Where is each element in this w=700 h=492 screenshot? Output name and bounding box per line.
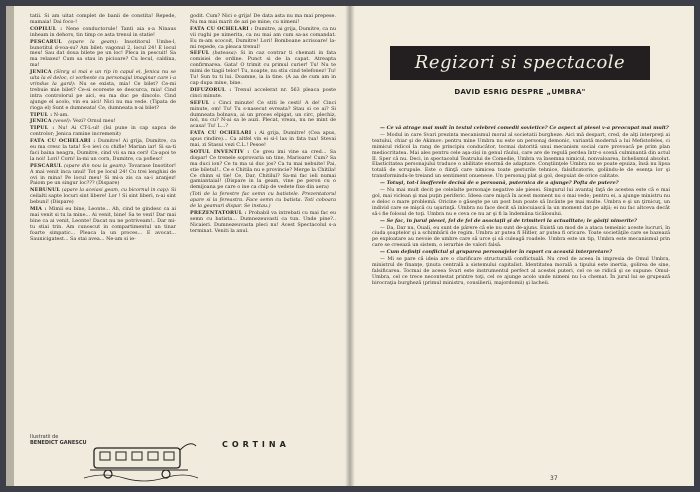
- dialogue-text: Insotitorul Umbe-l, bunotitul d-voa-su? Am bilet: vagonul 2, locul 24! E locul meu! Sau dat doua bilete pe un loc! Pleca in pescuit! Sa ma relaxez! Cum sa stau in picioare? Cu lecul, caldina, ma!: [30, 38, 176, 69]
- speaker-name: TIPUL :: [30, 111, 53, 118]
- stage-direction: (spare din nou la geam):: [64, 162, 127, 169]
- page-edge-strip: [6, 6, 14, 486]
- interview-question: — Totuşi, tot-l înofferele decisă de o persoană, puternica de a ajunge? Pofta de putere?: [380, 180, 619, 187]
- dialogue-text: godit. Cum? Nici o grija! De data asta nu ma mai prepese. Nu ma mai marit de azi pe mine; cu nimeni!: [190, 13, 336, 25]
- speaker-name: TIPUL :: [30, 125, 55, 132]
- stage-direction: (vesel):: [53, 118, 72, 125]
- section-footer-cortina: CORTINA: [222, 440, 290, 449]
- dialogue-text: Nu se exista, mia! Ce bilet? Ce-mi trebuie mie bilet? Ce-si ecoreste se descurca, mia! Cind intra controlorul pe aici, eu ma duc pe dincolo. Cind ajunge el acolo, vin eu aici! Nici nu ma vede. (Tipata de rioga el) Sunt e dumneata! Ce, dumneata n-ai bilet?: [30, 80, 176, 111]
- speaker-name: FATA CU OCHELARI :: [30, 138, 96, 145]
- speaker-name: COPILUL :: [30, 25, 63, 32]
- article-body: [372, 126, 670, 288]
- text-paragraph: [30, 126, 176, 138]
- text-paragraph: [30, 188, 176, 206]
- text-paragraph: [30, 14, 176, 26]
- dialogue-text: Dumitre! Ai grija, Dumitre, ca eu ma cresc la tata! S-o ievi cu chifle! Marian iar! Si sa-ti faci baina neagra, Dumitre, cind vii sa ma ceri! Ca-apoi te la noi! Lori! Corn! la-mi un corn, Dumitre, ca pofiesc!: [30, 138, 176, 162]
- text-paragraph: [190, 51, 336, 86]
- dialogue-text: Si ceilalti sapte locuri sint libere! Lor ! Si sint liberi, n-ai sint bebuni! (Dispare): [30, 187, 176, 206]
- text-paragraph: [30, 70, 176, 111]
- dialogue-text: Ai grija, Dumitre! (Cea apus, apus rindire)... Ca altfel vin ei si-l las in fata tua! Stevai mai, zi Stasui vezi C.L.! Pesoe!: [190, 130, 336, 149]
- speaker-name: SOTUL INVENTIV :: [190, 148, 250, 155]
- page-number: 37: [550, 475, 558, 482]
- text-paragraph: [190, 150, 336, 191]
- text-paragraph: [30, 207, 176, 242]
- stage-direction: (Toti de la ferestre fac semn cu batistele. Prezentatorul apare si la fereastra. Face semn cu batista. Toti coboara de la geamuri dispar. Se instau.): [190, 191, 336, 210]
- dialogue-text: Cinci minute! Ce stiti le cesti! A de! Cinci minute, om! Tu! Tu s-nasecut evreata? Stau si ce ai? Si dumneata bolnava, ai un proces elpigat, un circ, plechiz, nol, nu cu? N-ai sa le auzi. Plecat, vreau, nu ne mint de acasa! Tu! L...?: [190, 99, 337, 130]
- speaker-name: FATA CU OCHELARI :: [190, 130, 257, 137]
- speaker-name: FATA CU OCHELARI :: [190, 25, 253, 32]
- text-paragraph: [190, 211, 336, 235]
- right-page: [350, 6, 694, 486]
- speaker-name: SEFUL: [190, 50, 210, 57]
- text-paragraph: [190, 88, 336, 100]
- illustration-credit: [30, 434, 87, 446]
- interview-question: — Cum definiţi conflictul şi gruparea personajelor în raport cu această interpretare?: [380, 249, 613, 256]
- stage-direction: (bateasa):: [212, 50, 238, 57]
- text-paragraph: [190, 27, 336, 51]
- dialogue-text: Ce greu imi vine sa cred... Sa dispar! Ce trenele soprovaria un tine, Marioare! Cum? Sa ma duci ion? Ce tu ma ui duc jos? Ca tu mai nebuite! Pai, stie biletul!.. Ce e Chitila nu e provincie? Merge la Chitila! Ce chinn si tie! Ce, Dar, Chitilul? Sa-mi fac ieli numai gamiantaial! (Dispare in la geam, vine pe peron cu o demijoana pe care o ine ca chip de vedete fixe din aera): [190, 148, 336, 191]
- text-paragraph: [30, 164, 176, 188]
- text-paragraph: [30, 40, 176, 70]
- dialogue-text: Probabil va intrebati cu mai fac eu semn cu batista... Dumnezeuvasti ca tun. Unde pine?.. Nicaieri. Dumnezeuvasta pleci nu! Acest Spectacolul s-a terminat. Veniti la anul.: [190, 210, 337, 234]
- interview-answer: — Mi se pare că ideia are o clarificare structurală conflictuală. Nu cred de aceea în impresia de Omul Umbra, ministrul de finanţe, ţinuta centrală a sistemului capitalist. Identitatea morală a tipului este inertia, golirea de sine, falsificarea. Tocmai de aceea Svari este instrumentul perfect al acestei puteri, cel ce se ridică şi se supune: Omul-Umbra, cel ce trece necontestat printre toţi, cel ce ajunge acolo unde nimeni nu l-a chemat. În jurul lui se grupează birocraţia burgheză (primul ministru, consilierii, majordomii) şi lacheii.: [372, 256, 670, 286]
- text-paragraph: [30, 139, 176, 163]
- dialogue-text: Trenul accelerat nr. 563 pleaca poste cinci minute.: [190, 86, 337, 99]
- dialogue-text: Vezi? Ornul meu!: [72, 118, 116, 125]
- speaker-name: PESCARUL: [30, 162, 62, 169]
- interview-question: — Se fac, in jurul piesei, fel de fel de asociaţii şi de trimiteri la actualitate; le găsiţi nimerite?: [380, 217, 637, 224]
- dialogue-text: Nu! Ai CT-L-ul! (Isi pune in cap sapca de controlor; Jenica ramine incremenit): [30, 125, 176, 138]
- dialogue-text: Dumitre, ai grija, Dumitre, ca nu vii rughi pe nimerita, ca nu mai am cum sa-as comandat. Eu m-am scocoit, Dumitre! Lori! Bomboane acrisoare! la-mi repede, ca pleaca trenul!: [190, 25, 336, 50]
- interview-answer: — Nu mai mult decit pe celelalte personaje negative ale piesei. Singurul lui avantaj faţă de acestea este că e mai gol, mai viclean şi mai puţin periferic. Ideea care mişcă în acest moment nu o mai vede; pentru ei, a ajunge ministru nu e deloc o mare problemă. Oricine o găseşte pe un post bun poate să încânte pe mai multe. Umbra e şi un ţirnicuţ, un individ care se mişcă cu uşurinţă. Umbra nu face decit să inlocuiască la un moment dat pe alţii; ei nu fac altceva decât să-i fie folosul de toţi. Umbra nu e ceva ce nu ar şi fi la îndemâna ticălosului.: [372, 187, 670, 217]
- text-paragraph: [190, 14, 336, 26]
- stage-direction: (Sinrg si mai e un rip in capul ei, Jenica nu se uita la el deloc, ci vorbeste cu personajul imaginar care i-a vrindus la gard):: [30, 69, 176, 87]
- credit-artist: BENEDICT GANESCU: [30, 440, 87, 446]
- text-paragraph: [30, 27, 176, 39]
- left-column-2: [190, 14, 336, 236]
- dialogue-text: Mimii eu bine, Leonte... Ah, cind te gindesc ca ai mai venit si tu la mine... Ai venit, bine! Sa te vezi! Dar mai bine ca ai venit, Leonte! Dacat nu ne potriveam!.. Dar mi-tu stiai trin. Am cunoscut in compartimentul un tinar foarte simpatic... Pleaca la un proces... E avocat... Saunicigatest... Sa stai avea... Ne-am si ie-: [30, 206, 176, 242]
- speaker-name: JENICA: [30, 118, 52, 125]
- left-page: [6, 6, 350, 486]
- book-gutter: [345, 6, 355, 486]
- text-paragraph: [190, 101, 336, 131]
- dialogue-text: N-am.: [53, 111, 69, 118]
- article-subtitle: DAVID ESRIG DESPRE „UMBRA": [454, 88, 586, 96]
- speaker-name: PESCARUL: [30, 38, 62, 45]
- dialogue-text: Si in caz contrar ti chemati in fata comisiei de ordine. Punct si de la capat. Atreapta confirmarea. Gata! O trimit cu primul curier! Tu! Nu te mimi de tiagii telor! Tu, noapte, nu stiu cind telefonez! Tu! Tu! Sun tu ti lui. Doamne, ia la tine. (A aa de cum am in cap dupa mine, bine.: [190, 50, 337, 86]
- interview-answer: — Modul in care Svari prezinta mecanismul moral al societatii burgheze. Aici mă despart, cred, de alţi interpreţi ai textului, chiar şi de Akimov: pentru mine Umbra nu este un personaj demonic, variantă modernă a lui Mefistofeles, ci mimicul ridicol la rang de principiu conducător, tocmai datorită unui mecanism social care provoacă pe prim plan mediocritatea. Mai ales pentru cele aşa-ziși in genul răului, care are de regulă perdea într-o scenă culminantă din actul II. Sper că nu. Deci, in spectacolul Teatrului de Comedie, Umbra va însemna nimicul, nonvaloarea, lichelismul absolut. Elasticitatea personajului traduce o abilitate enormă de adaptare. Conştiinţele Umbra nu se poate epuiza, însă nu lipsa totală de scrupule. Este o fiinţă care nimicea toate gesturile tehnice, falsificatorie, goliindu-le de esenţa lor şi transformindu-le treiand un sentiment onuenese. Un personaj plat şi gol, despuiat de orice calitate.: [372, 131, 670, 180]
- speaker-name: SEFUL :: [190, 99, 216, 106]
- speaker-name: MIA :: [30, 206, 47, 213]
- stage-direction: (apare la aceiasi geam, cu bicornul in cap):: [61, 187, 170, 194]
- interview-question: — Ce vă atrage mai mult în textul celebrei comedii sovietice? Ce aspect al piesei v-a preocupat mai mult?: [380, 125, 669, 131]
- train-illustration: [80, 438, 200, 482]
- speaker-name: DIFUZORUL :: [190, 86, 232, 93]
- speaker-name: PREZENTATORUL :: [190, 210, 247, 216]
- dialogue-text: tatii. Si am uitat complet de banii de constita! Repede, mamaia! Dai foco-!: [30, 13, 176, 25]
- stage-direction: (spare la geam):: [68, 38, 118, 45]
- speaker-name: JENICA: [30, 69, 52, 76]
- left-column-1: [30, 14, 176, 244]
- credit-label: Ilustratii de: [30, 434, 59, 440]
- interview-answer: — Da, Dar nu, Ouali, eu sunt de părere că ele nu sunt de-ajuns. Există un mod de a ataca temeinic aceste lucruri, în ciuda şoaptelor şi a schimbării de regim. Umbra ar putea fi Hitler, ar putea fi oricare. Toate societăţile care se bazează pe exploatare au nevoie de umbre care să urce şi să culeagă roadele. Umbra este un tip, Umbra este mecanismul prin care se creează un sistem, o ierarhie de valori falsă.: [372, 224, 670, 249]
- dialogue-text: Tovarase Insotitor! A mai venit inca unul! Tot pe locul 24! Cu trei lenghisi de ovi in mina! Pe locul meu! Si mi-a zis ca sa-i aranjez! Paiom pe un singur loc??? (Dispare): [30, 162, 177, 187]
- dialogue-text: Nene conductorule! Tanti aia s-a Ninaus inheam in dehors, tin timp ce asta trenul in statie!: [30, 25, 176, 38]
- text-paragraph: [190, 192, 336, 210]
- speaker-name: NEBUNUL: [30, 187, 61, 194]
- text-paragraph: [190, 131, 336, 149]
- section-banner: [390, 46, 650, 80]
- section-title: Regizori si spectacole: [414, 52, 626, 73]
